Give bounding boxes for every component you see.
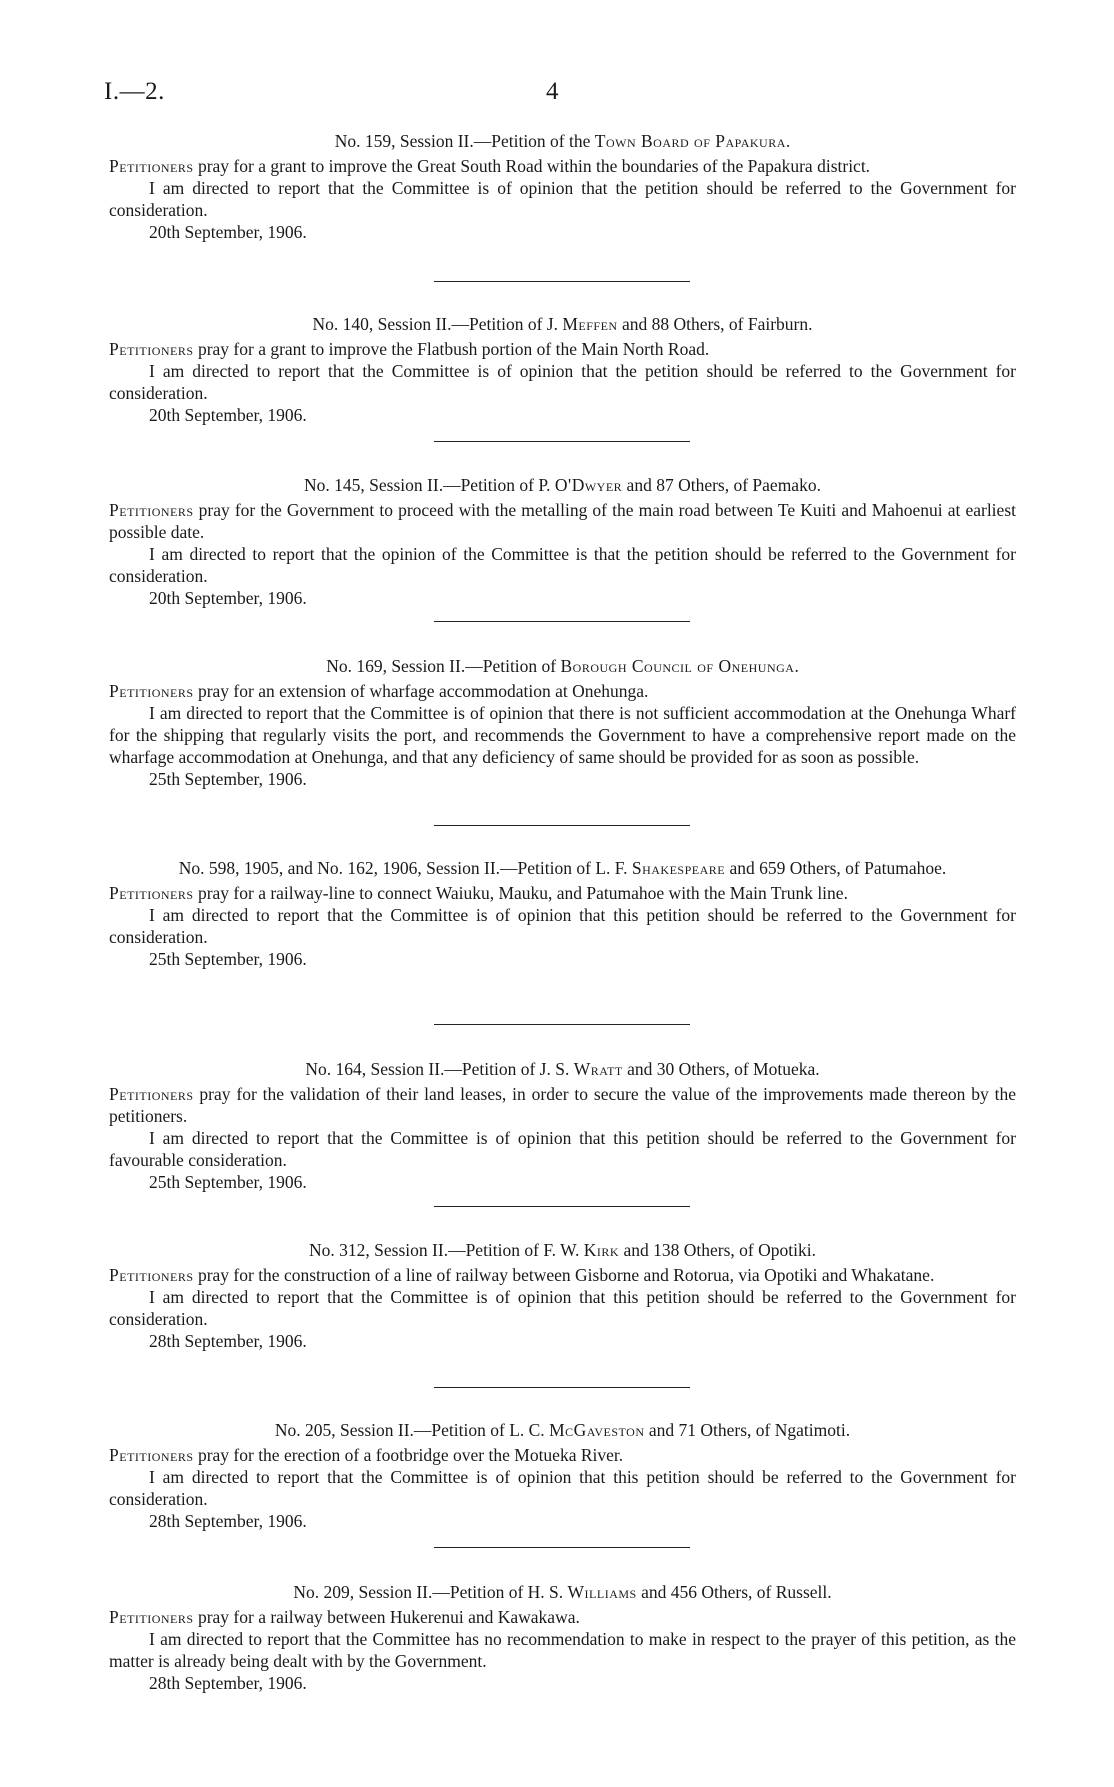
title-text: and 71 Others, of Ngatimoti. [644,1420,851,1440]
petition-prayer [109,1444,1016,1466]
title-text: No. 159, Session II.—Petition of the [334,131,595,151]
petition-entry [109,1239,1016,1352]
petition-title [109,857,1016,879]
title-text: No. 598, 1905, and No. 162, 1906, Session II.—Petition of L. F. [178,858,632,878]
petition-prayer [109,680,1016,702]
prayer-text: pray for a railway between Hukerenui and Kawakawa. [193,1607,580,1627]
section-divider [434,281,690,282]
petitioner-name: Town Board of Papakura [594,131,786,151]
report-date: 25th September, 1906. [149,949,307,969]
prayer-lead: Petitioners [109,339,194,359]
petition-title [109,130,1016,152]
paper-reference: I.—2. [104,78,165,105]
petition-title [109,1581,1016,1603]
report-date: 25th September, 1906. [149,769,307,789]
section-divider [434,1206,690,1207]
petitioner-name: Wratt [573,1059,623,1079]
prayer-text: pray for the construction of a line of railway between Gisborne and Rotorua, via Opotiki and Whakatane. [193,1265,935,1285]
petitioner-name: O'Dwyer [554,475,623,495]
title-text: No. 169, Session II.—Petition of [326,656,561,676]
prayer-text: pray for the erection of a footbridge over the Motueka River. [193,1445,624,1465]
committee-report: I am directed to report that the Committee is of opinion that this petition should be referred to the Government for favourable consideration. [109,1128,1016,1170]
prayer-text: pray for a railway-line to connect Waiuku, Mauku, and Patumahoe with the Main Trunk line. [193,883,848,903]
petition-title [109,474,1016,496]
report-date: 20th September, 1906. [149,222,307,242]
page-number: 4 [546,78,559,105]
section-divider [434,621,690,622]
petition-entry [109,130,1016,243]
petitioner-name: Meffen [562,314,618,334]
prayer-text: pray for the validation of their land leases, in order to secure the value of the improvements made thereon by the petitioners. [109,1084,1016,1126]
petition-title [109,655,1016,677]
section-divider [434,1547,690,1548]
report-date: 20th September, 1906. [149,588,307,608]
report-date: 20th September, 1906. [149,405,307,425]
prayer-text: pray for a grant to improve the Flatbush portion of the Main North Road. [193,339,710,359]
prayer-text: pray for an extension of wharfage accommodation at Onehunga. [193,681,649,701]
petition-title [109,1239,1016,1261]
report-date: 28th September, 1906. [149,1331,307,1351]
title-text: . [794,656,799,676]
report-date: 25th September, 1906. [149,1172,307,1192]
prayer-text: pray for the Government to proceed with the metalling of the main road between Te Kuiti and Mahoenui at earliest possible date. [109,500,1016,542]
title-text: No. 164, Session II.—Petition of J. S. [305,1059,574,1079]
committee-report: I am directed to report that the Committee is of opinion that this petition should be referred to the Government for consideration. [109,1467,1016,1509]
title-text: and 456 Others, of Russell. [636,1582,832,1602]
prayer-lead: Petitioners [109,883,194,903]
petitioner-name: McGaveston [549,1420,645,1440]
title-text: No. 205, Session II.—Petition of L. C. [274,1420,550,1440]
prayer-lead: Petitioners [109,1265,194,1285]
committee-report: I am directed to report that the Committee has no recommendation to make in respect to the prayer of this petition, as the matter is already being dealt with by the Government. [109,1629,1016,1671]
petition-entry [109,313,1016,426]
title-text: . [785,131,791,151]
committee-report: I am directed to report that the Committee is of opinion that this petition should be referred to the Government for consideration. [109,905,1016,947]
title-text: No. 145, Session II.—Petition of P. [304,475,555,495]
petition-entry [109,655,1016,790]
petition-title [109,1419,1016,1441]
petition-prayer [109,338,1016,360]
petition-prayer [109,1083,1016,1127]
prayer-text: pray for a grant to improve the Great South Road within the boundaries of the Papakura district. [193,156,871,176]
report-date: 28th September, 1906. [149,1673,307,1693]
title-text: No. 312, Session II.—Petition of F. W. [309,1240,584,1260]
title-text: and 138 Others, of Opotiki. [619,1240,816,1260]
prayer-lead: Petitioners [109,1445,194,1465]
petition-entry [109,857,1016,970]
title-text: and 88 Others, of Fairburn. [617,314,813,334]
prayer-lead: Petitioners [109,1084,194,1104]
petition-entry [109,1419,1016,1532]
report-date: 28th September, 1906. [149,1511,307,1531]
petitioner-name: Kirk [583,1240,620,1260]
prayer-lead: Petitioners [109,500,194,520]
petition-prayer [109,499,1016,543]
committee-report: I am directed to report that the opinion of the Committee is that the petition should be referred to the Government for consideration. [109,544,1016,586]
title-text: and 30 Others, of Motueka. [622,1059,820,1079]
title-text: and 87 Others, of Paemako. [622,475,821,495]
section-divider [434,441,690,442]
title-text: No. 209, Session II.—Petition of H. S. [293,1582,568,1602]
committee-report: I am directed to report that the Committee is of opinion that the petition should be referred to the Government for consideration. [109,178,1016,220]
title-text: No. 140, Session II.—Petition of J. [312,314,563,334]
committee-report: I am directed to report that the Committee is of opinion that there is not sufficient accommodation at the Onehunga Wharf for the shipping that regularly visits the port, and recommends the Government to have a comprehensive report made on the wharfage accommodation at Onehunga, and that any deficiency of same should be provided for as soon as possible. [109,703,1016,767]
petition-prayer [109,882,1016,904]
section-divider [434,1387,690,1388]
prayer-lead: Petitioners [109,681,194,701]
petition-prayer [109,1264,1016,1286]
petition-entry [109,1581,1016,1694]
petition-title [109,1058,1016,1080]
petition-entry [109,1058,1016,1193]
petitioner-name: Shakespeare [631,858,726,878]
petitioner-name: Borough Council of Onehunga [560,656,795,676]
petition-title [109,313,1016,335]
prayer-lead: Petitioners [109,1607,194,1627]
committee-report: I am directed to report that the Committee is of opinion that this petition should be referred to the Government for consideration. [109,1287,1016,1329]
petitioner-name: Williams [567,1582,637,1602]
petition-prayer [109,155,1016,177]
section-divider [434,825,690,826]
committee-report: I am directed to report that the Committee is of opinion that the petition should be referred to the Government for consideration. [109,361,1016,403]
section-divider [434,1024,690,1025]
prayer-lead: Petitioners [109,156,194,176]
title-text: and 659 Others, of Patumahoe. [725,858,947,878]
petition-entry [109,474,1016,609]
petition-prayer [109,1606,1016,1628]
